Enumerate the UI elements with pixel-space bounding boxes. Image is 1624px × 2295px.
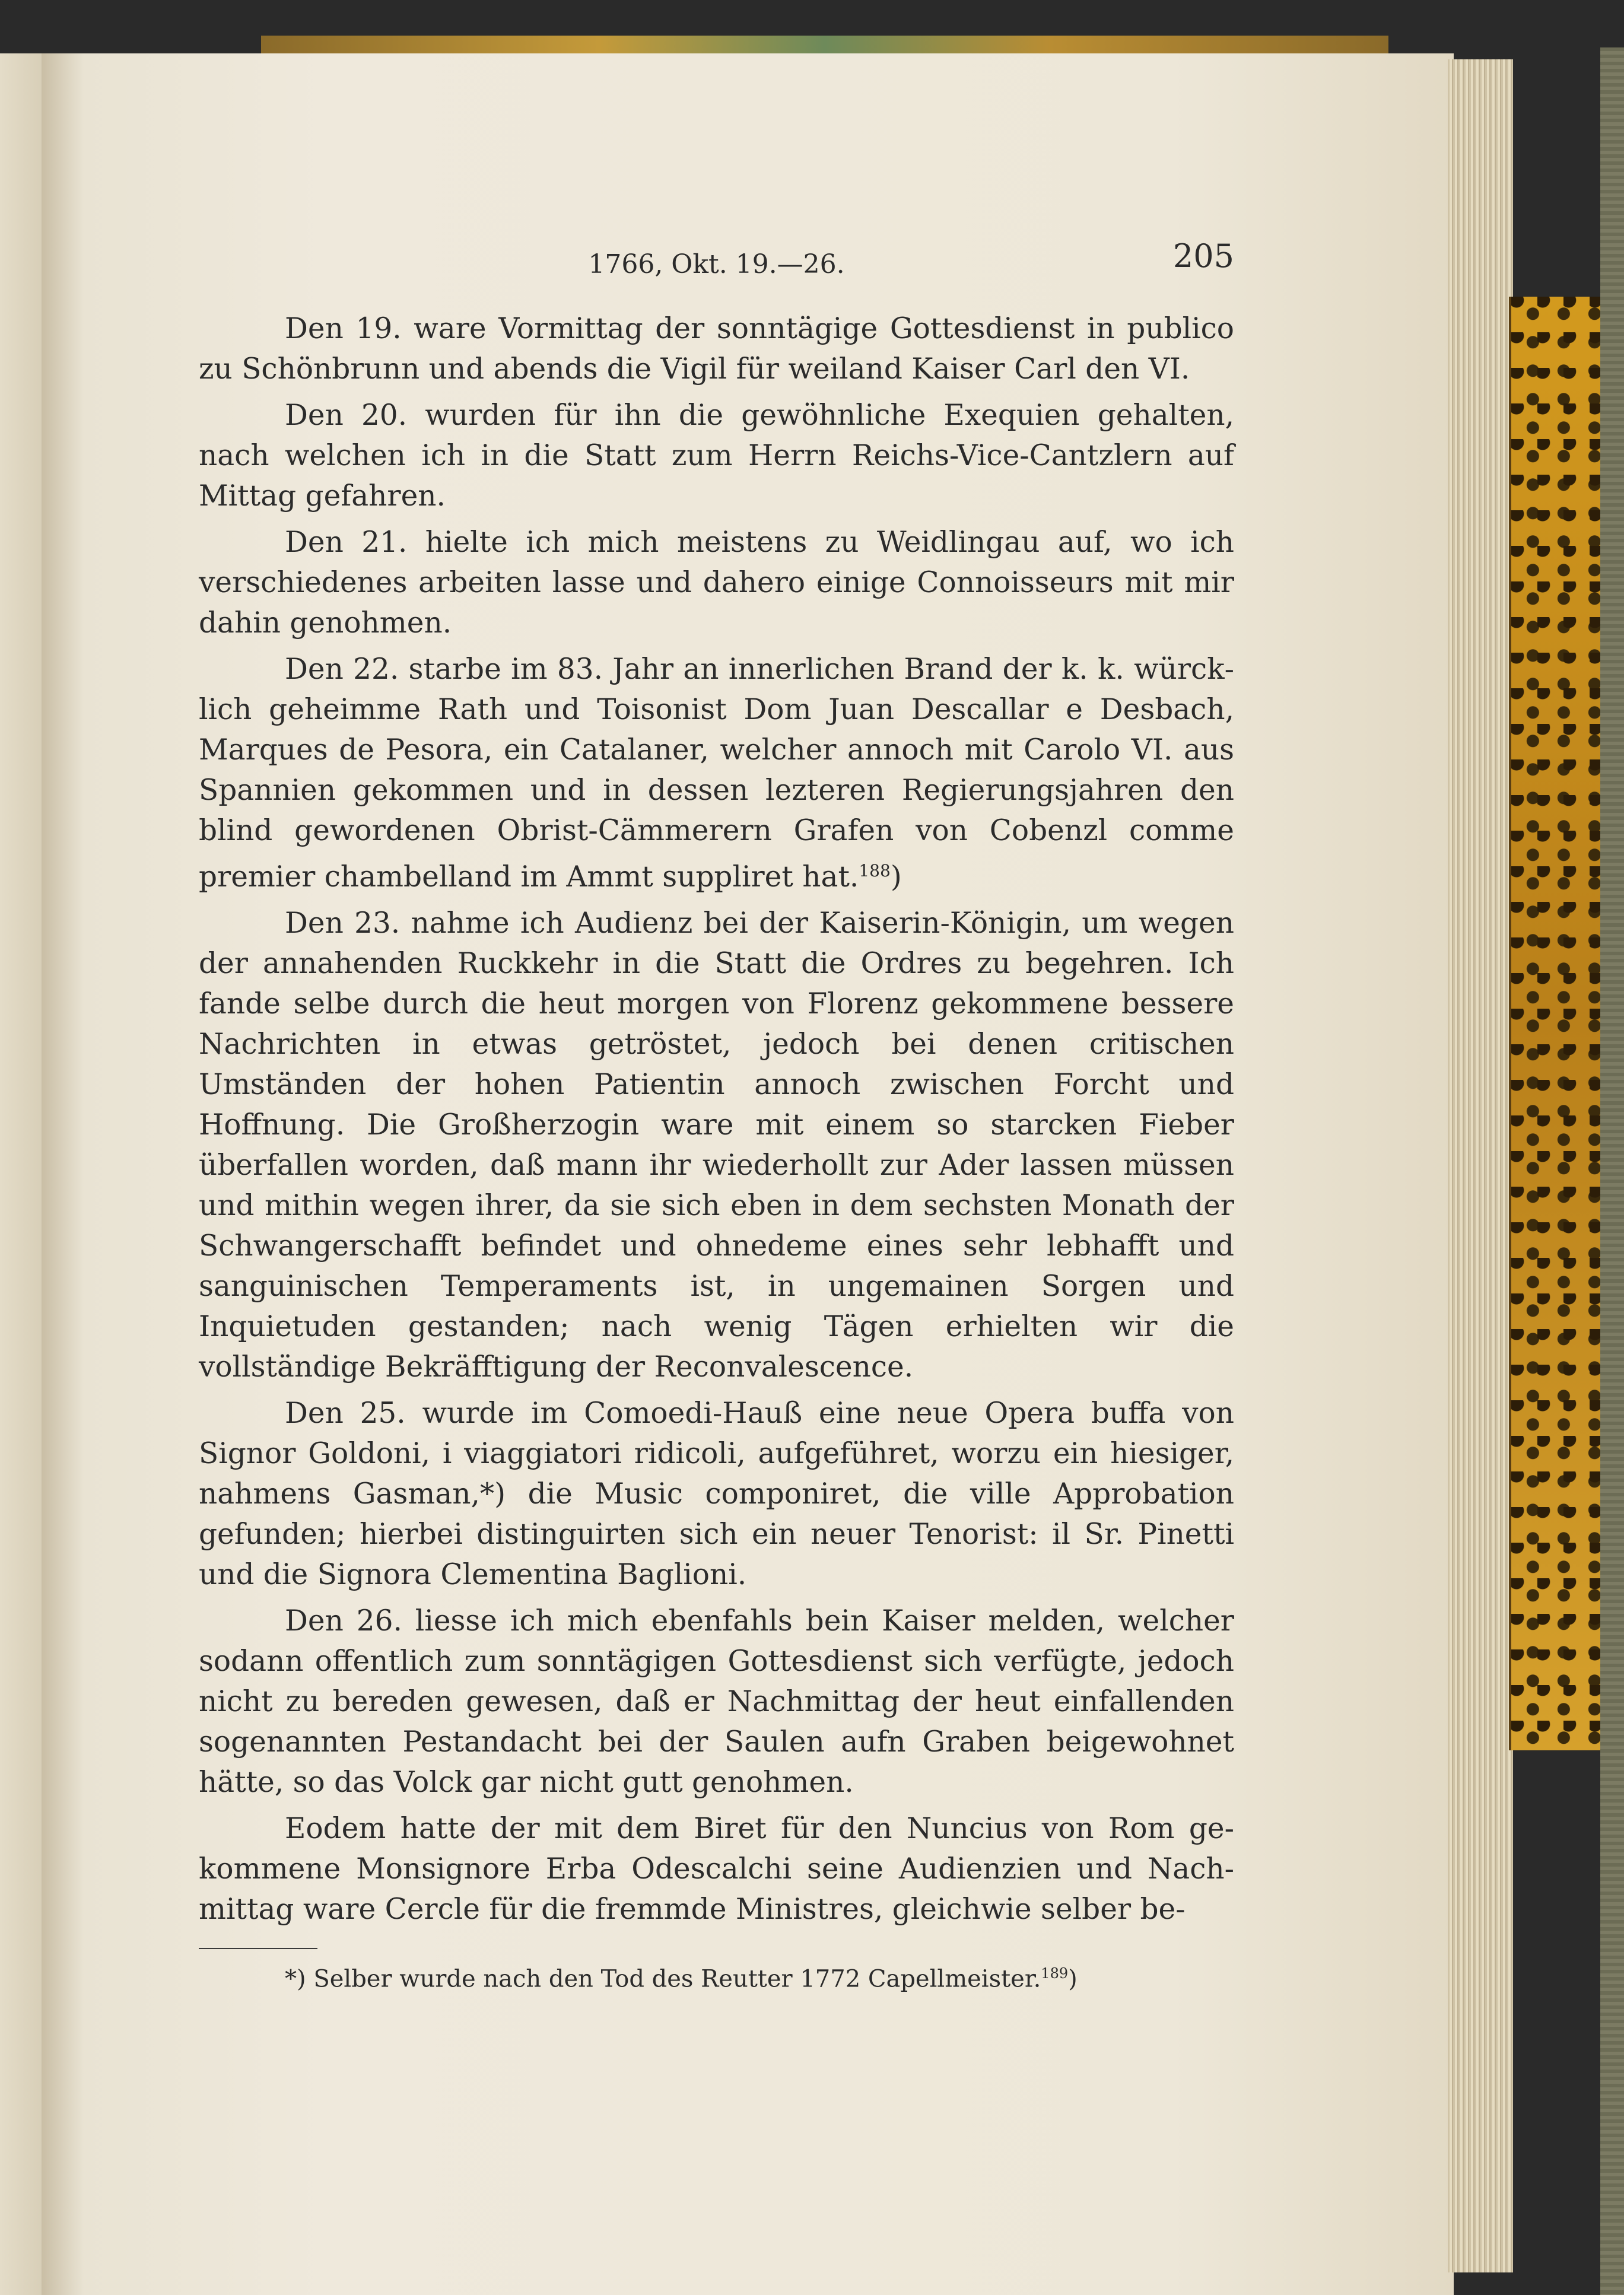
paragraph-with-note: Den 22. starbe im 83. Jahr an innerlichen Brand der k. k. würcklich geheimme Rath und Toisonist Dom Juan Descallar e Desbach, Marques de Pesora, ein Catalaner, welcher annoch mit Carolo VI. aus Spannien gekommen und in dessen lezteren Regierungsjahren den blind gewordenen Obrist-Cämmerern Grafen von Cobenzl comme premier chambelland im Ammt suppliret hat.$^{188}$) bbox=[199, 653, 1234, 894]
paragraph: Den 26. liesse ich mich ebenfahls bein Kaiser melden, welcher sodann offentlich zum sonntägigen Gottesdienst sich verfügte, jedoch nicht zu bereden gewesen, daß er Nachmittag der heut einfallenden sogenannten Pestandacht bei der Saulen aufn Graben beigewohnet hätte, so das Volck gar nicht gutt genohmen. bbox=[199, 1604, 1234, 1800]
paragraph: Den 19. ware Vormittag der sonntägige Gottesdienst in publico zu Schönbrunn und abends die Vigil für weiland Kaiser Carl den VI. bbox=[199, 312, 1234, 386]
paragraph: Den 25. wurde im Comoedi-Hauß eine neue Opera buffa von Signor Goldoni, i viaggiatori ridicoli, aufgeführet, worzu ein hiesiger, nahmens Gasman,*) die Music componiret, die ville Approbation gefunden; hierbei distinguirten sich ein neuer Tenorist: il Sr. Pinetti und die Signora Clementina Baglioni. bbox=[199, 1397, 1234, 1592]
page-header bbox=[199, 237, 1234, 291]
running-head: 1766, Okt. 19.—26. bbox=[588, 249, 845, 279]
footnote-divider bbox=[199, 1948, 317, 1949]
footnote-closing: ) bbox=[1068, 1965, 1078, 1993]
page-number: 205 bbox=[1172, 237, 1234, 275]
marbled-book-edge bbox=[1509, 297, 1600, 1750]
book-cover-right-edge bbox=[1600, 47, 1624, 2295]
page-stack-edges bbox=[1448, 59, 1513, 2272]
footnote-marker: 189 bbox=[1041, 1965, 1069, 1982]
paragraph: Eodem hatte der mit dem Biret für den Nuncius von Rom gekommene Monsignore Erba Odescalchi seine Audienzien und Nachmittag ware Cercle für die fremmde Ministres, gleichwie selber be- bbox=[199, 1812, 1234, 1927]
paragraph-text: Den 22. starbe im 83. Jahr an innerlichen Brand der k. k. würcklich geheimme Rath und Toisonist Dom Juan Descallar e Desbach, Marques de Pesora, ein Catalaner, welcher annoch mit Carolo VI. aus Spannien gekommen und in dessen lezteren Regierungsjahren den blind gewordenen Obrist-Cämmerern Grafen von Cobenzl comme premier chambelland im Ammt suppliret hat. bbox=[199, 653, 1234, 894]
left-page-edge bbox=[0, 53, 42, 2295]
footnote-reference: 188 bbox=[859, 861, 891, 881]
footnote bbox=[199, 1957, 1234, 1995]
footnote-text: *) Selber wurde nach den Tod des Reutter 1772 Capellmeister. bbox=[285, 1965, 1041, 1993]
body-text bbox=[199, 309, 1234, 1935]
paragraph: Den 20. wurden für ihn die gewöhnliche Exequien gehalten, nach welchen ich in die Statt zum Herrn Reichs-Vice-Cantzlern auf Mittag gefahren. bbox=[199, 399, 1234, 513]
paragraph: Den 23. nahme ich Audienz bei der Kaiserin-Königin, um wegen der annahenden Ruckkehr in die Statt die Ordres zu begehren. Ich fande selbe durch die heut morgen von Florenz gekommene bessere Nachrichten in etwas getröstet, jedoch bei denen critischen Umständen der hohen Patientin annoch zwischen Forcht und Hoffnung. Die Großherzogin ware mit einem so starcken Fieber überfallen worden, daß mann ihr wiederhollt zur Ader lassen müssen und mithin wegen ihrer, da sie sich eben in dem sechsten Monath der Schwangerschafft befindet und ohnedeme eines sehr lebhafft und sanguinischen Temperaments ist, in ungemainen Sorgen und Inquietuden gestanden; nach wenig Tägen erhielten wir die vollständige Bekräfftigung der Reconvalescence. bbox=[199, 907, 1234, 1384]
paragraph: Den 21. hielte ich mich meistens zu Weidlingau auf, wo ich verschiedenes arbeiten lasse und dahero einige Connoisseurs mit mir dahin genohmen. bbox=[199, 526, 1234, 640]
